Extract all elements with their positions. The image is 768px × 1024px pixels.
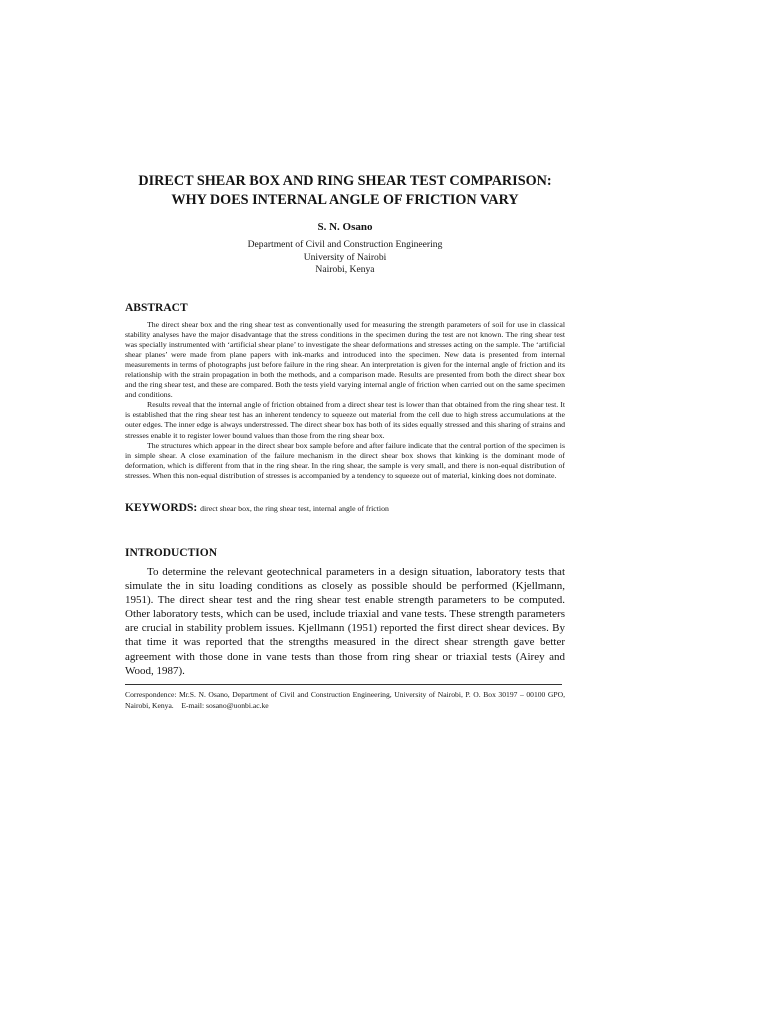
- correspondence-footnote: [125, 689, 565, 711]
- affiliation-location: Nairobi, Kenya: [315, 264, 375, 275]
- abstract-paragraph: Results reveal that the internal angle of friction obtained from a direct shear test is lower than that obtained from the ring shear test. It is established that the ring shear test has an inherent tendency to squeeze out material from the cell due to high stress accumulations at the outer edges. The inner edge is always understressed. The direct shear box has both of its sides equally stressed and this sharing of strains and stresses enable it to register lower bound values than those from the ring shear box.: [125, 400, 565, 440]
- footnote-divider: [125, 684, 562, 685]
- introduction-paragraph: To determine the relevant geotechnical parameters in a design situation, laboratory tests that simulate the in situ loading conditions as closely as possible should be performed (Kjellmann, 1951). The direct shear test and the ring shear test enable strength parameters to be computed. Other laboratory tests, which can be used, include triaxial and vane tests. These strength parameters are crucial in stability problem issues. Kjellmann (1951) reported the first direct shear devices. By that time it was reported that the strengths measured in the direct shear strength gave better agreement with those done in vane tests than those from ring shear or triaxial tests (Airey and Wood, 1987).: [125, 566, 565, 677]
- author-name: S. N. Osano: [317, 221, 373, 233]
- footnote-line-2: P. O. Box 30197 – 00100 GPO, Nairobi, Kenya.: [125, 689, 565, 710]
- keywords-line: [125, 501, 565, 516]
- title-line-1: DIRECT SHEAR BOX AND RING SHEAR TEST COMPARISON:: [138, 173, 552, 189]
- introduction-heading: INTRODUCTION: [125, 547, 218, 559]
- author-affiliation: [125, 239, 565, 277]
- affiliation-department: Department of Civil and Construction Engineering: [247, 239, 443, 250]
- paper-title: [125, 172, 565, 210]
- footnote-email: E-mail: sosano@uonbi.ac.ke: [181, 700, 269, 710]
- abstract-paragraph: The direct shear box and the ring shear test as conventionally used for measuring the strength parameters of soil for use in classical stability analyses have the major disadvantage that the stress conditions in the specimen during the test are not known. The ring shear test was specially instrumented with ‘artificial shear plane’ to investigate the shear deformations and stresses acting on the sample. The ‘artificial shear planes’ were made from plane papers with ink-marks and introduced into the specimen. New data is presented from internal measurements in terms of photographs just before failure in the ring shear. An interpretation is given for the internal angle of friction and its relationship with the strain propagation in both the methods, and a comparison made. Results are presented from both the direct shear box and the ring shear test, and these are compared. Both the tests yield varying internal angle of friction when carried out on the same specimen and conditions.: [125, 319, 565, 400]
- introduction-body: [125, 565, 565, 678]
- keywords-label: KEYWORDS:: [125, 502, 198, 514]
- page-content: [125, 172, 565, 711]
- affiliation-university: University of Nairobi: [303, 251, 387, 263]
- keywords-text: direct shear box, the ring shear test, internal angle of friction: [200, 504, 389, 513]
- abstract-heading: ABSTRACT: [125, 301, 188, 314]
- title-line-2: WHY DOES INTERNAL ANGLE OF FRICTION VARY: [171, 192, 519, 208]
- abstract-paragraph: The structures which appear in the direct shear box sample before and after failure indicate that the central portion of the specimen is in simple shear. A close examination of the failure mechanism in the direct shear box shows that kinking is the dominant mode of deformation, which is different from that in the ring shear. In the ring shear, the sample is very small, and there is non-equal distribution of stresses. When this non-equal distribution of stresses is accompanied by a tendency to squeeze out of material, kinking does not dominate.: [125, 440, 565, 480]
- footnote-line-1: Correspondence: Mr.S. N. Osano, Department of Civil and Construction Engineering, University of Nairobi,: [125, 689, 463, 699]
- abstract-body: [125, 320, 565, 482]
